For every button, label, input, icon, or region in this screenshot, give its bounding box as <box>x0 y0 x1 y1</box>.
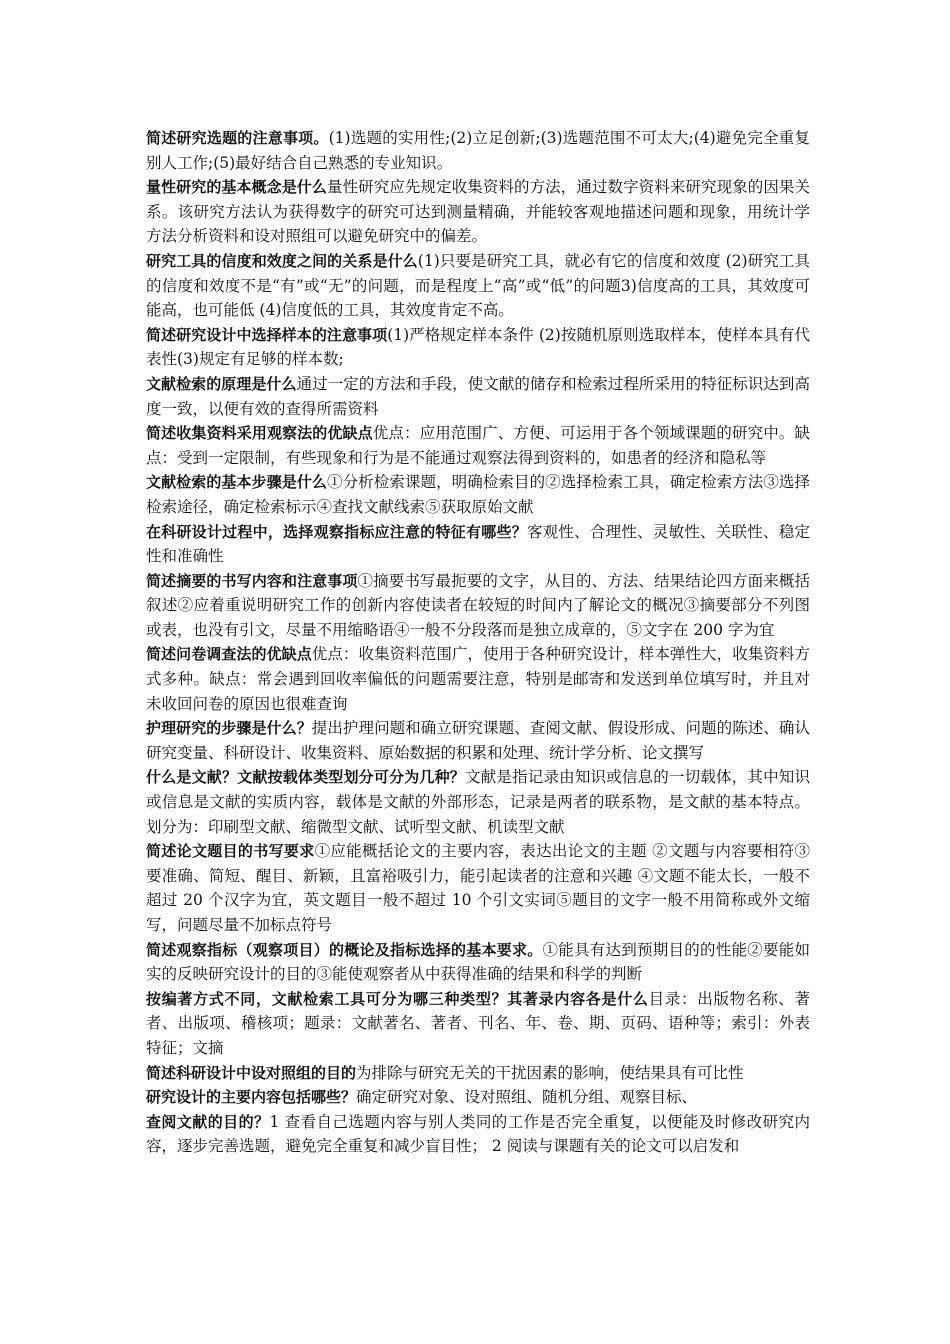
qa-paragraph <box>146 372 810 421</box>
question-text: 按编著方式不同，文献检索工具可分为哪三种类型？其著录内容各是什么 <box>146 989 649 1008</box>
qa-paragraph <box>146 642 810 716</box>
answer-text: 客观性、合理性、灵敏性、关联性、稳定性和准确性 <box>146 522 810 566</box>
answer-text: (1)选题的实用性;(2)立足创新;(3)选题范围不可太大;(4)避免完全重复别人工作;(5)最好结合自己熟悉的专业知识。 <box>146 129 810 172</box>
qa-paragraph <box>146 470 810 519</box>
qa-paragraph <box>146 421 810 470</box>
question-text: 简述问卷调查法的优缺点 <box>146 645 312 664</box>
answer-text: 1 查看自己选题内容与别人类同的工作是否完全重复，以便能及时修改研究内容，逐步完善选题，避免完全重复和减少盲目性； 2 阅读与课题有关的论文可以启发和 <box>146 1112 810 1156</box>
qa-paragraph <box>146 249 810 323</box>
answer-text: 提出护理问题和确立研究课题、查阅文献、假设形成、问题的陈述、确认研究变量、科研设计、收集资料、原始数据的积累和处理、统计学分析、论文撰写 <box>146 719 810 762</box>
qa-paragraph <box>146 987 810 1061</box>
qa-paragraph <box>146 569 810 643</box>
qa-paragraph <box>146 839 810 937</box>
qa-paragraph <box>146 938 810 987</box>
answer-text: 优点：应用范围广、方便、可运用于各个领域课题的研究中。缺点：受到一定限制，有些现象和行为是不能通过观察法得到资料的，如患者的经济和隐私等 <box>146 424 810 467</box>
question-text: 研究工具的信度和效度之间的关系是什么 <box>146 251 418 270</box>
qa-paragraph <box>146 716 810 765</box>
answer-text: 确定研究对象、设对照组、随机分组、观察目标、 <box>356 1088 698 1107</box>
answer-text: ①应能概括论文的主要内容，表达出论文的主题 ②文题与内容要相符③要准确、简短、醒目、新颖，且富裕吸引力，能引起读者的注意和兴趣 ④文题不能太长，一般不超过 20 个汉字为宜，英文题目一般不超过 10 个引文实词⑤题目的文字一般不用简称或外文缩写，问题尽量不加标点符号 <box>146 842 810 934</box>
answer-text: 优点：收集资料范围广，使用于各种研究设计，样本弹性大，收集资料方式多种。缺点：常会遇到回收率偏低的问题需要注意，特别是邮寄和发送到单位填写时，并且对未收回问卷的原因也很难查询 <box>146 645 810 713</box>
answer-text: 量性研究应先规定收集资料的方法，通过数字资料来研究现象的因果关系。该研究方法认为获得数字的研究可达到测量精确，并能较客观地描述问题和现象，用统计学方法分析资料和设对照组可以避免研究中的偏差。 <box>146 178 810 246</box>
question-text: 查阅文献的目的？ <box>146 1112 270 1131</box>
question-text: 简述摘要的书写内容和注意事项 <box>146 571 358 590</box>
question-text: 简述论文题目的书写要求 <box>146 842 315 861</box>
answer-text: 为排除与研究无关的干扰因素的影响，使结果具有可比性 <box>356 1063 744 1082</box>
question-text: 简述研究选题的注意事项。 <box>146 129 329 147</box>
question-text: 什么是文献？文献按载体类型划分可分为几种？ <box>146 768 465 787</box>
qa-paragraph <box>146 520 810 569</box>
answer-text: 目录：出版物名称、著者、出版项、稽核项；题录：文献著名、著者、刊名、年、卷、期、页码、语种等；索引：外表特征；文摘 <box>146 989 810 1057</box>
qa-paragraph <box>146 765 810 839</box>
qa-paragraph <box>146 323 810 372</box>
answer-text: (1)严格规定样本条件 (2)按随机原则选取样本，使样本具有代表性(3)规定有足够的样本数; <box>146 325 810 369</box>
qa-paragraph <box>146 175 810 249</box>
qa-paragraph <box>146 1110 810 1159</box>
qa-paragraph <box>146 1061 810 1086</box>
question-text: 简述科研设计中设对照组的目的 <box>146 1063 357 1082</box>
answer-text: (1)只要是研究工具，就必有它的信度和效度 (2)研究工具的信度和效度不是“有”或“无”的问题，而是程度上“高”或“低”的问题3)信度高的工具，其效度可能高，也可能低 (4)信度低的工具，其效度肯定不高。 <box>146 251 810 320</box>
question-text: 在科研设计过程中，选择观察指标应注意的特征有哪些？ <box>146 522 527 541</box>
answer-text: ①分析检索课题，明确检索目的②选择检索工具，确定检索方法③选择检索途径，确定检索标示④查找文献线索⑤获取原始文献 <box>146 473 810 516</box>
question-text: 研究设计的主要内容包括哪些？ <box>146 1088 357 1107</box>
question-text: 护理研究的步骤是什么？ <box>146 719 312 738</box>
qa-paragraph <box>146 126 810 175</box>
document-page <box>146 126 810 1159</box>
answer-text: ①摘要书写最扼要的文字，从目的、方法、结果结论四方面来概括叙述②应着重说明研究工作的创新内容使读者在较短的时间内了解论文的概况③摘要部分不列图或表，也没有引文，尽量不用缩略语④一般不分段落而是独立成章的，⑤文字在 200 字为宜 <box>146 571 810 639</box>
question-text: 简述收集资料采用观察法的优缺点 <box>146 424 373 443</box>
question-text: 简述观察指标（观察项目）的概论及指标选择的基本要求。 <box>146 940 543 959</box>
answer-text: 通过一定的方法和手段，使文献的储存和检索过程所采用的特征标识达到高度一致，以便有效的查得所需资料 <box>146 374 810 418</box>
answer-text: ①能具有达到预期目的的性能②要能如实的反映研究设计的目的③能使观察者从中获得准确的结果和科学的判断 <box>146 940 810 984</box>
question-text: 简述研究设计中选择样本的注意事项 <box>146 325 388 344</box>
question-text: 文献检索的原理是什么 <box>146 374 297 393</box>
answer-text: 文献是指记录由知识或信息的一切载体，其中知识或信息是文献的实质内容，载体是文献的外部形态，记录是两者的联系物，是文献的基本特点。划分为：印刷型文献、缩微型文献、试听型文献、机读型文献 <box>146 768 810 836</box>
question-text: 量性研究的基本概念是什么 <box>146 178 327 197</box>
question-text: 文献检索的基本步骤是什么 <box>146 473 327 492</box>
qa-paragraph <box>146 1085 810 1110</box>
